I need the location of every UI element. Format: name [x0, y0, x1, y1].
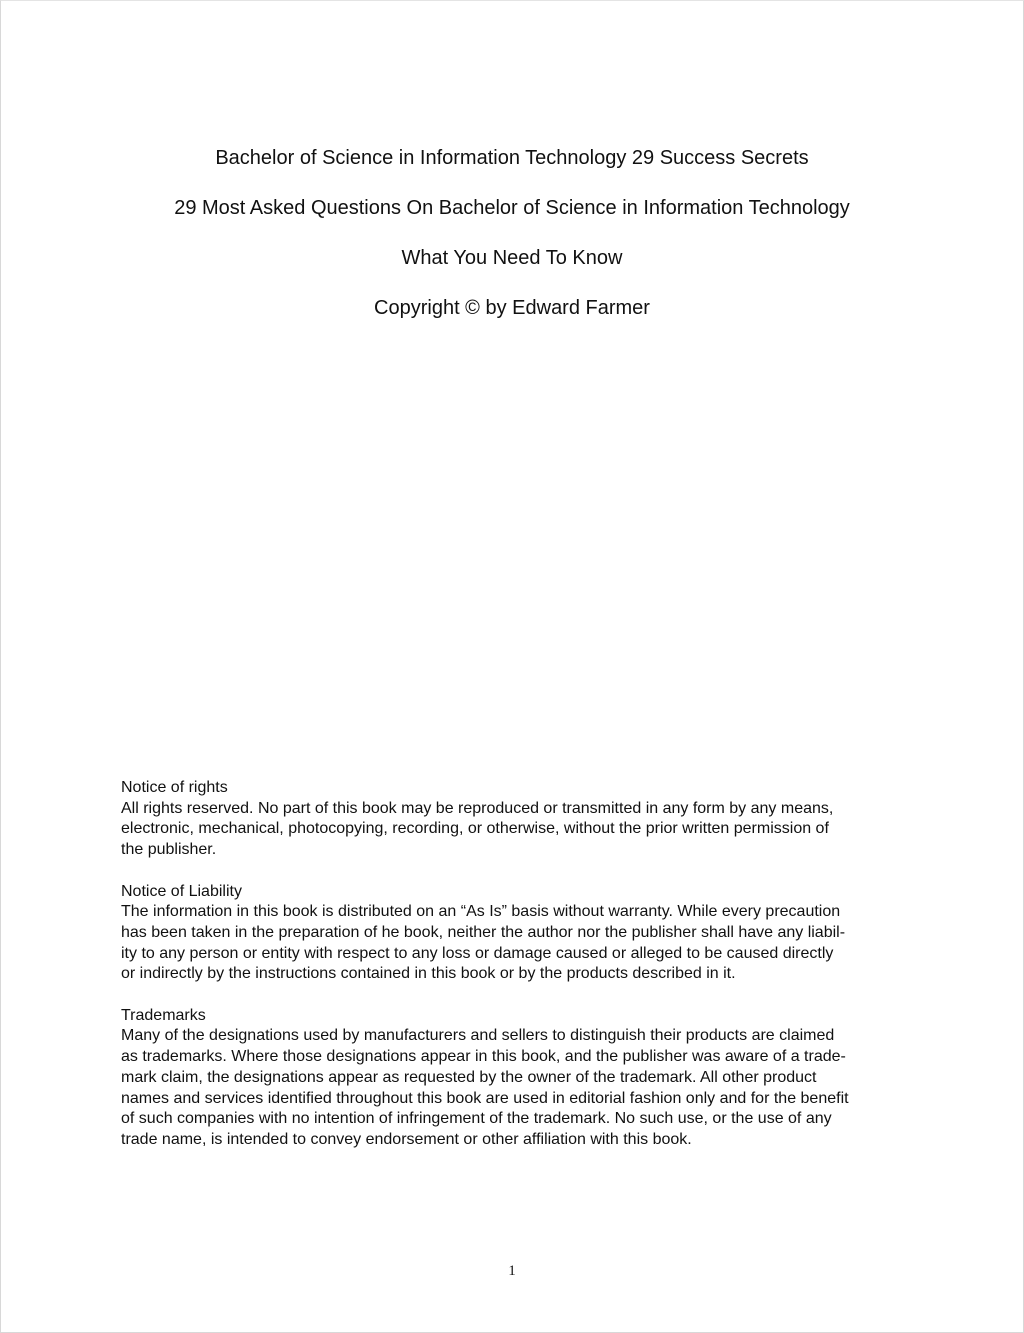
notice-text-line: Many of the designations used by manufacturers and sellers to distinguish their products are claimed	[121, 1027, 835, 1045]
copyright-line: Copyright © by Edward Farmer	[374, 297, 650, 319]
notice-text-line: The information in this book is distributed on an “As Is” basis without warranty. While every precaution	[121, 903, 841, 921]
book-subtitle: 29 Most Asked Questions On Bachelor of Science in Information Technology	[174, 197, 850, 219]
notice-text-line: names and services identified throughout this book are used in editorial fashion only and for the benefit	[121, 1089, 849, 1107]
notice-text-line: or indirectly by the instructions contained in this book or by the products described in it.	[121, 965, 736, 983]
book-tagline: What You Need To Know	[401, 247, 623, 269]
notice-text-line: has been taken in the preparation of he book, neither the author nor the publisher shall have any liabil-	[121, 923, 846, 941]
page-number: 1	[508, 1263, 516, 1279]
legal-notices	[121, 778, 911, 1171]
notice-of-rights	[121, 778, 911, 861]
trademarks-notice	[121, 1006, 911, 1151]
notice-text-line: of such companies with no intention of infringement of the trademark. No such use, or the use of any	[121, 1110, 832, 1128]
notice-text-line: the publisher.	[121, 841, 217, 859]
notice-of-liability	[121, 882, 911, 986]
notice-heading: Notice of rights	[121, 779, 228, 796]
title-block	[0, 146, 1024, 346]
notice-text-line: trade name, is intended to convey endorsement or other affiliation with this book.	[121, 1130, 692, 1148]
notice-text-line: All rights reserved. No part of this book may be reproduced or transmitted in any form by any means,	[121, 799, 834, 817]
notice-heading: Trademarks	[121, 1006, 206, 1024]
notice-text-line: as trademarks. Where those designations appear in this book, and the publisher was aware of a trade-	[121, 1048, 846, 1066]
notice-heading: Notice of Liability	[121, 882, 242, 900]
notice-text-line: mark claim, the designations appear as requested by the owner of the trademark. All other product	[121, 1068, 817, 1086]
notice-text-line: ity to any person or entity with respect to any loss or damage caused or alleged to be caused directly	[121, 944, 834, 962]
book-title: Bachelor of Science in Information Technology 29 Success Secrets	[215, 147, 809, 169]
notice-text-line: electronic, mechanical, photocopying, recording, or otherwise, without the prior written permission of	[121, 820, 829, 838]
